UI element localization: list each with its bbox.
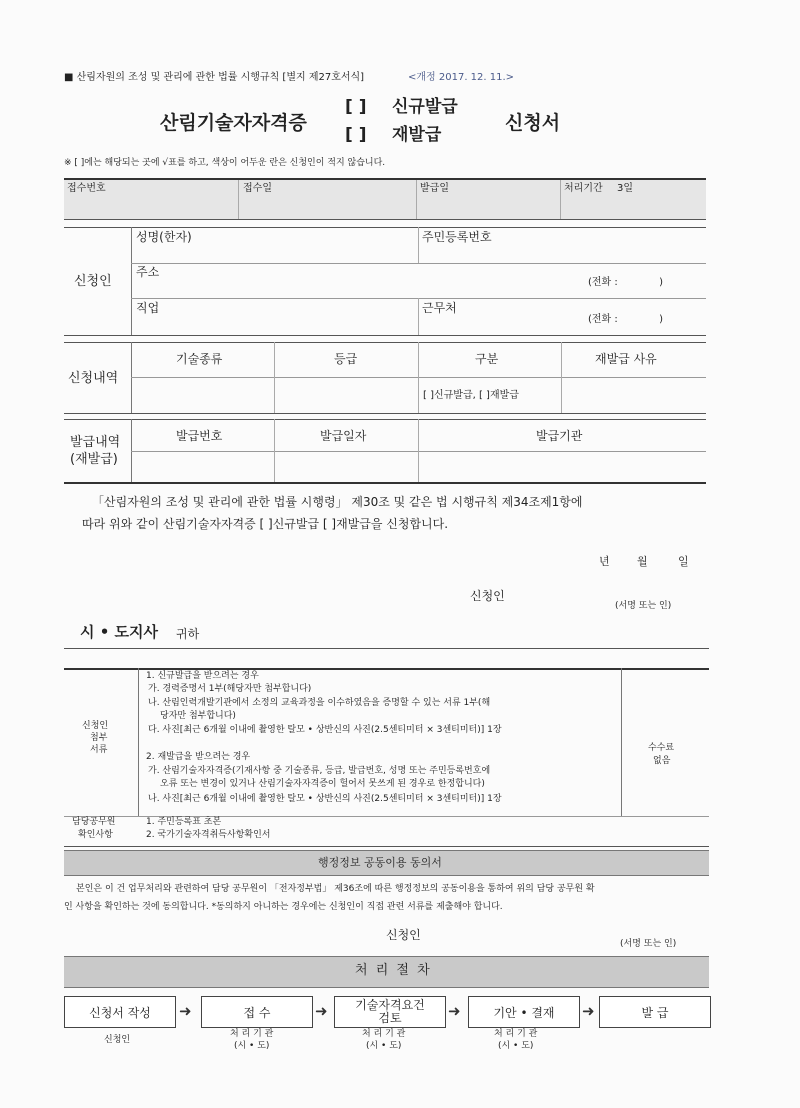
attachment-line: 나. 사진[최근 6개월 이내에 촬영한 탈모 • 상반신의 사진(2.5센티미터 × 3센티미터)] 1장 bbox=[148, 794, 502, 804]
officer-check-sublabel: 확인사항 bbox=[78, 830, 113, 840]
request-col-tech-type: 기술종류 bbox=[176, 352, 223, 366]
address-phone: (전화 : ) bbox=[588, 277, 663, 288]
attachment-line: 2. 재발급을 받으려는 경우 bbox=[146, 752, 251, 762]
arrow-right-icon: ➜ bbox=[448, 1002, 461, 1020]
receipt-date-label: 접수일 bbox=[243, 183, 272, 194]
issuance-col-agency: 발급기관 bbox=[536, 429, 583, 443]
process-actor: 처 리 기 관 (시 • 도) bbox=[362, 1029, 406, 1051]
process-step-review bbox=[334, 996, 446, 1028]
title-check-reissue[interactable]: [ ] bbox=[345, 125, 367, 145]
attachment-line: 1. 신규발급을 받으려는 경우 bbox=[146, 671, 259, 681]
request-col-grade: 등급 bbox=[334, 352, 358, 366]
process-step-label: 접 수 bbox=[243, 1005, 271, 1020]
issuance-section-label: 발급내역 bbox=[70, 435, 121, 450]
name-label: 성명(한자) bbox=[136, 230, 192, 244]
title-option-new: 신규발급 bbox=[392, 97, 458, 117]
signature-note: (서명 또는 인) bbox=[615, 601, 672, 611]
process-actor: 처 리 기 관 (시 • 도) bbox=[494, 1029, 538, 1051]
attachment-line: 가. 산림기술자자격증(기재사항 중 기술종류, 등급, 발급번호, 성명 또는 주민등록번호에 bbox=[148, 766, 491, 776]
consent-sign-note: (서명 또는 인) bbox=[620, 939, 677, 949]
process-actor: 처 리 기 관 (시 • 도) bbox=[230, 1029, 274, 1051]
process-actor: 신청인 bbox=[104, 1035, 131, 1045]
processing-period-value: 3일 bbox=[617, 183, 634, 194]
request-section-label: 신청내역 bbox=[68, 371, 119, 386]
date-year: 년 bbox=[599, 555, 610, 568]
workplace-label: 근무처 bbox=[422, 301, 457, 315]
issue-date-label: 발급일 bbox=[420, 183, 449, 194]
attachment-line: 다. 사진[최근 6개월 이내에 촬영한 탈모 • 상반신의 사진(2.5센티미터 × 3센티미터)] 1장 bbox=[148, 725, 502, 735]
title-option-reissue: 재발급 bbox=[392, 125, 442, 145]
fee-label: 수수료 bbox=[648, 743, 675, 753]
applicant-section-label: 신청인 bbox=[74, 274, 112, 289]
process-step-write bbox=[64, 996, 176, 1028]
title-main: 산림기술자자격증 bbox=[160, 112, 307, 134]
process-step-label: 기안 • 결재 bbox=[493, 1005, 555, 1020]
issuance-col-date: 발급일자 bbox=[320, 429, 367, 443]
legal-reference: ■ 산림자원의 조성 및 관리에 관한 법률 시행규칙 [별지 제27호서식] bbox=[64, 72, 365, 83]
statement-line-1: 「산림자원의 조성 및 관리에 관한 법률 시행령」 제30조 및 같은 법 시행규칙 제34조제1항에 bbox=[92, 495, 583, 509]
signature-label: 신청인 bbox=[470, 589, 505, 603]
statement-line-2: 따라 위와 같이 산림기술자자격증 [ ]신규발급 [ ]재발급을 신청합니다. bbox=[82, 517, 449, 531]
officer-check-label: 담당공무원 bbox=[72, 817, 116, 827]
workplace-phone: (전화 : ) bbox=[588, 314, 663, 325]
consent-title: 행정정보 공동이용 동의서 bbox=[318, 856, 442, 869]
receipt-row bbox=[64, 179, 706, 219]
consent-line-1: 본인은 이 건 업무처리와 관련하여 담당 공무원이 「전자정부법」 제36조에 따른 행정정보의 공동이용을 통하여 위의 담당 공무원 확 bbox=[76, 884, 595, 894]
address-label: 주소 bbox=[136, 265, 160, 279]
rrn-label: 주민등록번호 bbox=[422, 230, 492, 244]
process-step-label: 발 급 bbox=[641, 1005, 669, 1020]
process-step-approve bbox=[468, 996, 580, 1028]
arrow-right-icon: ➜ bbox=[315, 1002, 328, 1020]
issuance-col-number: 발급번호 bbox=[176, 429, 223, 443]
consent-sign-label: 신청인 bbox=[386, 928, 421, 942]
processing-period-label: 처리기간 bbox=[564, 183, 603, 194]
process-title: 처 리 절 차 bbox=[355, 963, 432, 978]
arrow-right-icon: ➜ bbox=[179, 1002, 192, 1020]
consent-line-2: 인 사항을 확인하는 것에 동의합니다. *동의하지 아니하는 경우에는 신청인이 직접 관련 서류를 제출해야 합니다. bbox=[64, 902, 503, 912]
title-check-new[interactable]: [ ] bbox=[345, 97, 367, 117]
attachment-line: 가. 경력증명서 1부(해당자만 첨부합니다) bbox=[148, 684, 312, 694]
instruction-note: ※ [ ]에는 해당되는 곳에 √표를 하고, 색상이 어두운 란은 신청인이 적지 않습니다. bbox=[64, 158, 386, 168]
arrow-right-icon: ➜ bbox=[582, 1002, 595, 1020]
process-step-receive bbox=[201, 996, 313, 1028]
process-step-label: 신청서 작성 bbox=[89, 1005, 151, 1020]
officer-check-item: 2. 국가기술자격취득사항확인서 bbox=[146, 830, 271, 840]
attachments-label-1: 신청인 bbox=[82, 721, 109, 731]
request-col-reason: 재발급 사유 bbox=[595, 352, 657, 366]
attachment-line: 나. 산림인력개발기관에서 소정의 교육과정을 이수하였음을 증명할 수 있는 서류 1부(해 bbox=[148, 698, 491, 708]
fee-value: 없음 bbox=[653, 756, 671, 766]
attachments-label-3: 서류 bbox=[90, 745, 108, 755]
recipient-honorific: 귀하 bbox=[176, 627, 200, 641]
attachments-label-2: 첨부 bbox=[90, 733, 108, 743]
title-suffix: 신청서 bbox=[505, 112, 561, 134]
date-day: 일 bbox=[678, 555, 689, 568]
revision-note: <개정 2017. 12. 11.> bbox=[408, 72, 515, 83]
date-month: 월 bbox=[637, 555, 648, 568]
process-step-label: 기술자격요건 검토 bbox=[355, 997, 425, 1025]
request-type-value[interactable]: [ ]신규발급, [ ]재발급 bbox=[423, 390, 519, 401]
receipt-number-label: 접수번호 bbox=[67, 183, 106, 194]
officer-check-item: 1. 주민등록표 초본 bbox=[146, 817, 222, 827]
attachment-line: 오류 또는 변경이 있거나 산림기술자자격증이 헐어서 못쓰게 된 경우로 한정합니다) bbox=[160, 779, 485, 789]
request-col-type: 구분 bbox=[475, 352, 499, 366]
issuance-section-sublabel: (재발급) bbox=[70, 452, 118, 467]
job-label: 직업 bbox=[136, 301, 160, 315]
process-step-issue bbox=[599, 996, 711, 1028]
recipient-name: 시 • 도지사 bbox=[80, 623, 158, 641]
attachment-line: 당자만 첨부합니다) bbox=[160, 711, 236, 721]
